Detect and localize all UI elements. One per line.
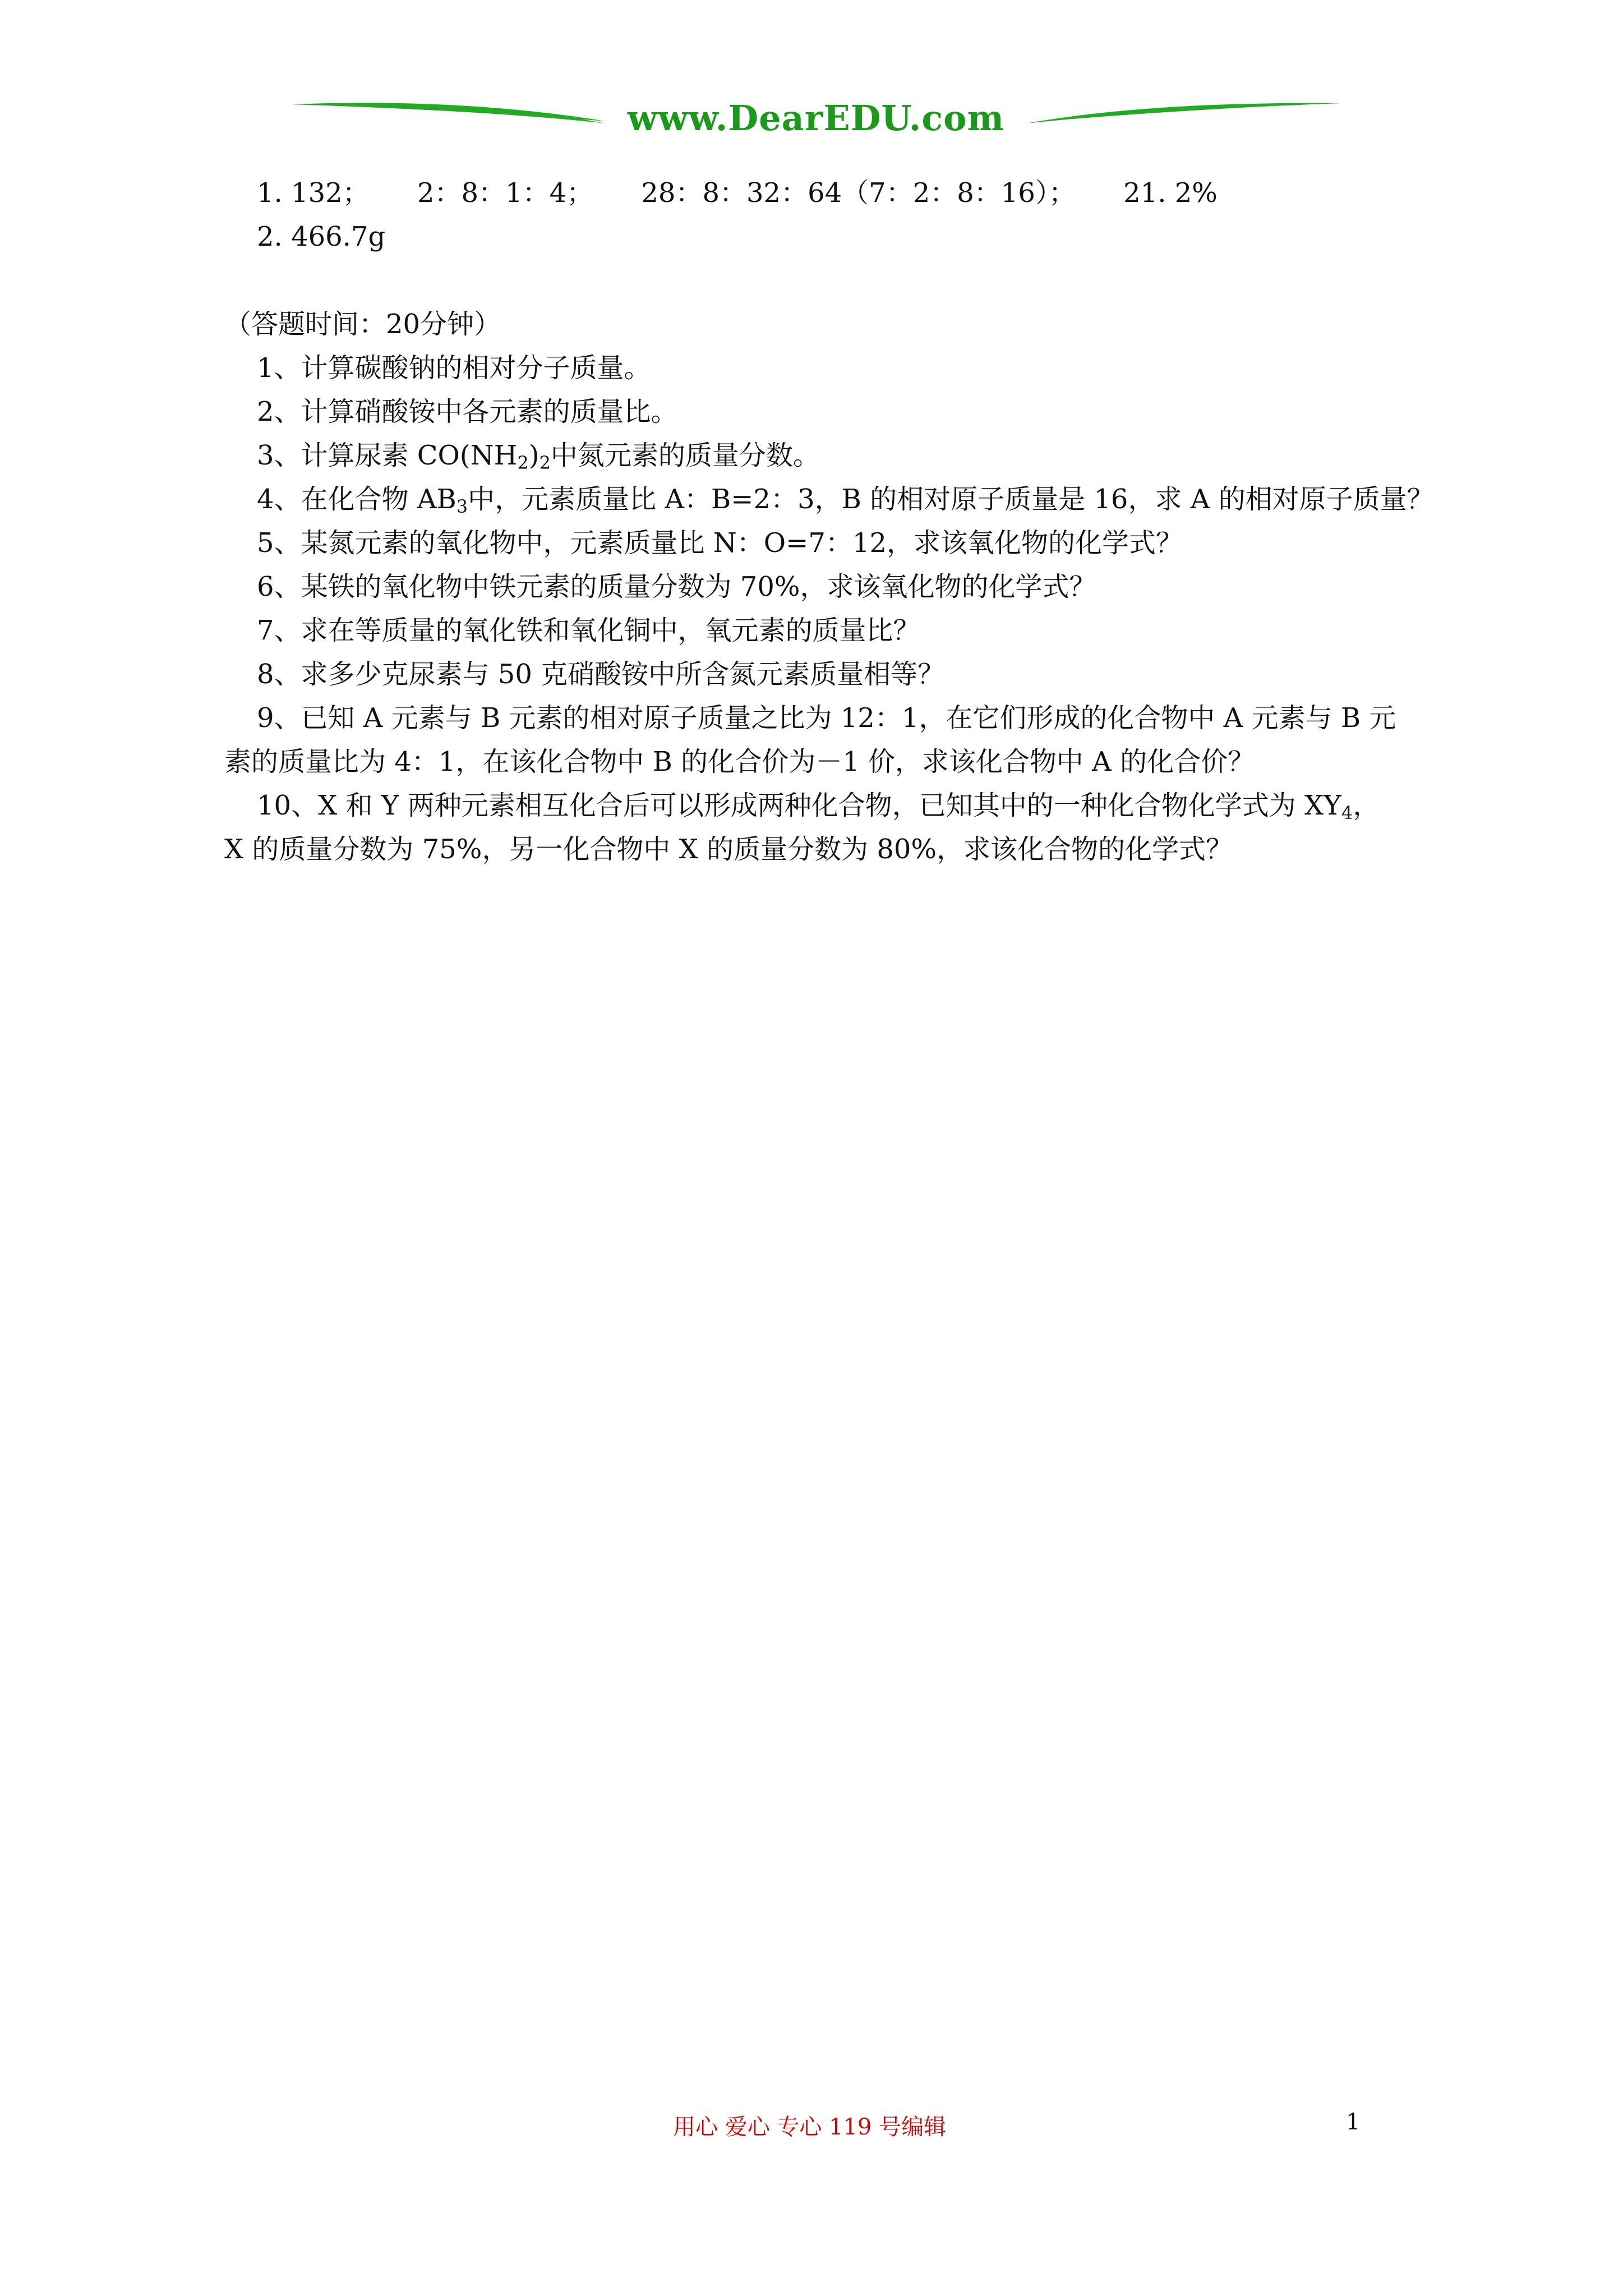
subscript: 4 [1341,802,1353,823]
question-10-line-2: X 的质量分数为 75%，另一化合物中 X 的质量分数为 80%，求该化合物的化学式？ [224,834,1233,865]
header-banner [292,90,1340,151]
question-text: 10、X 和 Y 两种元素相互化合后可以形成两种化合物，已知其中的一种化合物化学式为 XY [257,790,1341,821]
question-1: 1、计算碳酸钠的相对分子质量。 [257,352,651,384]
question-3 [224,434,1424,477]
answer-line-1 [224,171,1424,215]
time-note: （答题时间：20分钟） [224,309,501,340]
document-body [224,171,1434,871]
question-2: 2、计算硝酸铵中各元素的质量比。 [257,396,678,427]
question-6: 6、某铁的氧化物中铁元素的质量分数为 70%，求该氧化物的化学式？ [257,571,1096,602]
question-text: ， [1353,790,1380,821]
question-8: 8、求多少克尿素与 50 克硝酸铵中所含氮元素质量相等？ [257,659,945,690]
question-9-line-2: 素的质量比为 4：1，在该化合物中 B 的化合价为－1 价，求该化合物中 A 的化合价？ [224,746,1255,777]
question-10-line-1 [224,784,1424,827]
page-footer [0,2109,1623,2143]
answer-value: 466.7g [291,221,386,252]
answer-number: 2. [257,221,283,252]
answer-part: 21. 2% [1123,177,1218,209]
question-text: 4、在化合物 AB [257,484,457,515]
question-text: 中，元素质量比 A：B=2：3，B 的相对原子质量是 16，求 A 的相对原子质量？ [468,484,1434,515]
answer-part: 28：8：32：64（7：2：8：16）； [641,177,1076,209]
question-text: ) [528,440,540,471]
answer-number: 1. [257,177,283,209]
question-text: 3、计算尿素 CO(NH [257,440,518,471]
footer-text: 用心 爱心 专心 119 号编辑 [673,2114,947,2140]
subscript: 2 [539,452,551,473]
subscript: 2 [517,452,529,473]
site-logo-text[interactable]: www.DearEDU.com [627,98,1005,139]
answer-part: 2：8：1：4； [417,177,594,209]
question-text: 中氮元素的质量分数。 [550,440,820,471]
answer-line-2 [224,215,1424,259]
question-9-line-1: 9、已知 A 元素与 B 元素的相对原子质量之比为 12：1，在它们形成的化合物中 A 元素与 B 元 [257,702,1396,734]
question-4 [224,477,1434,521]
answer-part: 132； [291,177,370,209]
page-number: 1 [1346,2109,1361,2135]
question-7: 7、求在等质量的氧化铁和氧化铜中，氧元素的质量比？ [257,615,920,646]
subscript: 3 [456,496,468,517]
question-5: 5、某氮元素的氧化物中，元素质量比 N：O=7：12，求该氧化物的化学式？ [257,527,1183,559]
